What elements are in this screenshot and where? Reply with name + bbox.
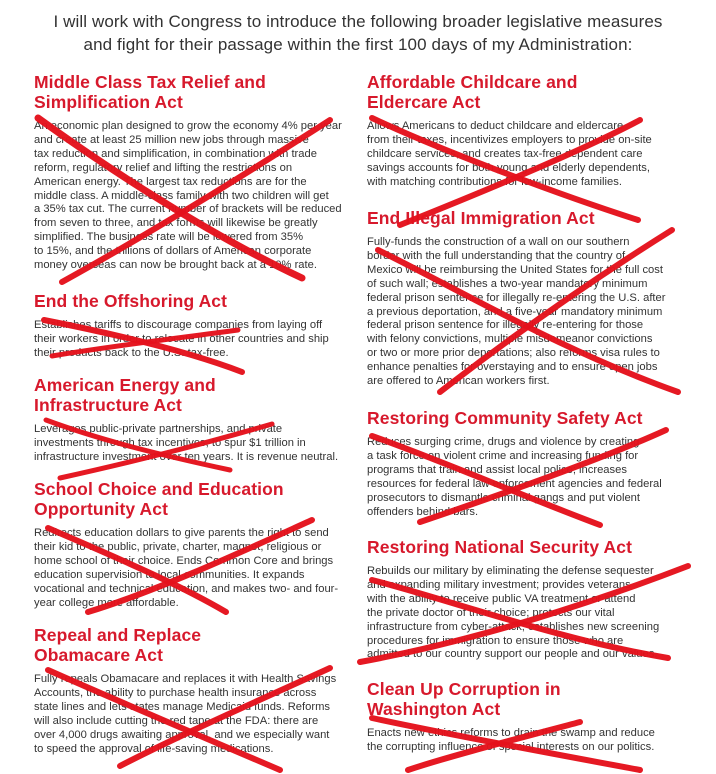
section-end-illegal-immigration — [367, 208, 695, 389]
section-title: End Illegal Immigration Act — [367, 208, 595, 228]
section-title: Repeal and Replace Obamacare Act — [34, 625, 202, 665]
section-affordable-childcare — [367, 72, 695, 190]
section-body: Enacts new ethics reforms to drain the swamp and reduce the corrupting influence of special interests on our politics. — [367, 727, 655, 753]
section-body: Leverages public-private partnerships, and private investments through tax incentives, to spur $1 trillion in infrastructure investment over ten years. It is revenue neutral. — [34, 423, 339, 463]
section-title: Clean Up Corruption in Washington Act — [367, 679, 561, 719]
section-body: Redirects education dollars to give parents the right to send their kid to the public, private, charter, magnet, religious or home school of their choice. Ends Common Core and brings education supervision to local communities. It expands vocational and technical education, and makes two- and four- year college more affordable. — [34, 527, 339, 609]
section-title: American Energy and Infrastructure Act — [34, 375, 216, 415]
intro-line: and fight for their passage within the first 100 days of my Administration: — [83, 35, 633, 54]
section-restoring-community-safety — [367, 408, 695, 519]
section-body: Fully repeals Obamacare and replaces it with Health Savings Accounts, the ability to purchase health insurance across state lines and lets states manage Medicaid funds. Reforms will also include cutting the red tape at the FDA: there are over 4,000 drugs awaiting approval, and we especially want to speed the approval of life-saving medications. — [34, 673, 337, 755]
section-body: Establishes tariffs to discourage companies from laying off their workers in order to relocate in other countries and ship their products back to the U.S. tax-free. — [34, 319, 329, 359]
section-repeal-replace-obamacare — [34, 625, 352, 756]
section-title: Affordable Childcare and Eldercare Act — [367, 72, 578, 112]
section-body: Reduces surging crime, drugs and violence by creating a task force on violent crime and increasing funding for programs that train and assist local police; increases resources for federal law enforcement agencies and federal prosecutors to dismantle criminal gangs and put violent offenders behind bars. — [367, 436, 662, 518]
section-title: Restoring Community Safety Act — [367, 408, 643, 428]
section-title: End the Offshoring Act — [34, 291, 228, 311]
section-body: Fully-funds the construction of a wall on our southern border with the full understanding that the country of Mexico will be reimbursing the United States for the full cost of such wall; establishes a two-year mandatory minimum federal prison sentence for illegally re-entering the U.S. after a previous deportation, and a five-year mandatory minimum federal prison sentence for illegally re-entering for those with felony convictions, multiple misdemeanor convictions or two or more prior deportations; also reforms visa rules to enhance penalties for overstaying and to ensure open jobs are offered to American workers first. — [367, 236, 666, 388]
section-title: Restoring National Security Act — [367, 537, 633, 557]
section-clean-up-corruption — [367, 679, 695, 755]
intro-paragraph — [0, 10, 716, 56]
section-end-offshoring — [34, 291, 352, 361]
section-middle-class-tax-relief — [34, 72, 352, 273]
section-body: Rebuilds our military by eliminating the defense sequester and expanding military investment; provides veterans with the ability to receive public VA treatment or attend the private doctor of their choice; protects our vital infrastructure from cyber-attack; establishes new screening procedures for immigration to ensure those who are admitted to our country support our people and our values. — [367, 565, 660, 661]
section-school-choice — [34, 479, 352, 610]
section-restoring-national-security — [367, 537, 695, 662]
section-title: Middle Class Tax Relief and Simplification Act — [34, 72, 266, 112]
intro-line: I will work with Congress to introduce the following broader legislative measures — [53, 12, 663, 31]
section-title: School Choice and Education Opportunity Act — [34, 479, 284, 519]
section-body: Allows Americans to deduct childcare and eldercare from their taxes, incentivizes employers to provide on-site childcare services, and creates tax-free dependent care savings accounts for both young and elderly dependents, with matching contributions for low-income families. — [367, 120, 652, 188]
section-body: An economic plan designed to grow the economy 4% per year and create at least 25 million new jobs through massive tax reduction and simplification, in combination with trade reform, regulatory relief and lifting the restrictions on American energy. The largest tax reductions are for the middle class. A middle-class family with two children will get a 35% tax cut. The current number of brackets will be reduced from seven to three, and tax forms will likewise be greatly simplified. The business rate will be lowered from 35% to 15%, and the trillions of dollars of American corporate money overseas can now be brought back at a 10% rate. — [34, 120, 342, 272]
section-american-energy — [34, 375, 352, 465]
